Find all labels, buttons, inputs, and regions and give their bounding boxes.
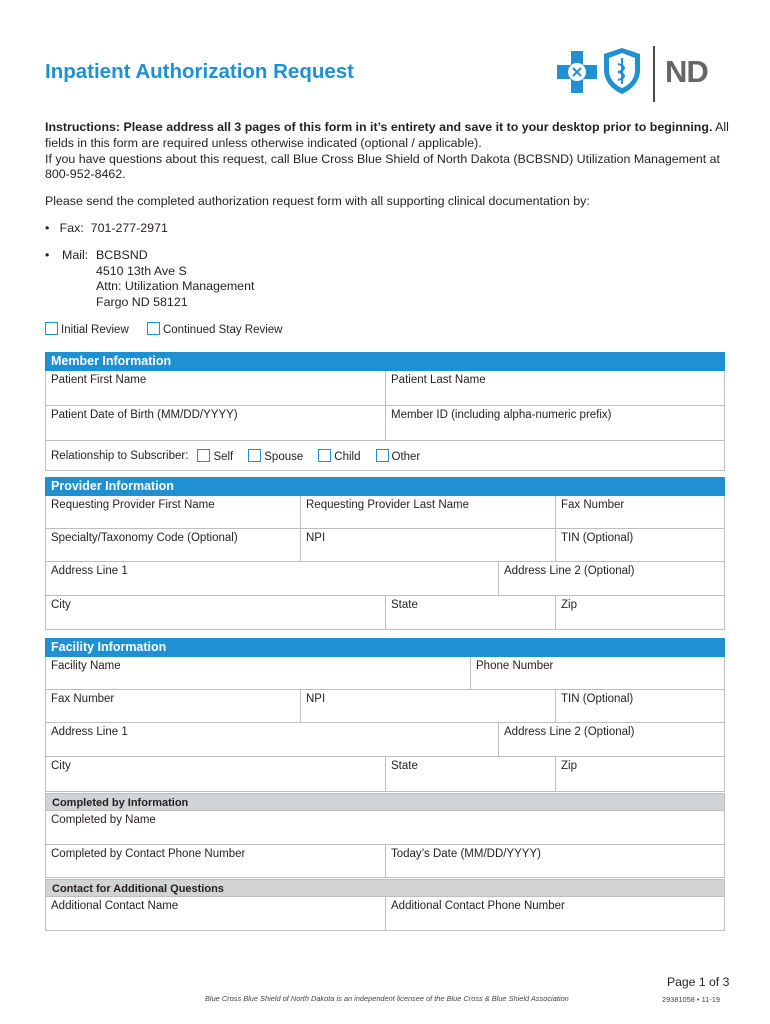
- provider-specialty-field[interactable]: Specialty/Taxonomy Code (Optional): [46, 529, 301, 561]
- self-checkbox[interactable]: [197, 449, 210, 462]
- instructions-bold: Instructions: Please address all 3 pages of this form in it’s entirety and save it to your desktop prior to beginning.: [45, 120, 713, 134]
- continued-stay-label: Continued Stay Review: [162, 324, 283, 336]
- contact-header: Contact for Additional Questions: [45, 879, 725, 897]
- facility-tin-field[interactable]: TIN (Optional): [561, 693, 634, 705]
- facility-fax-field[interactable]: Fax Number: [46, 690, 301, 722]
- footer-disclaimer: Blue Cross Blue Shield of North Dakota is an independent licensee of the Blue Cross & Blue Shield Association: [205, 994, 569, 1003]
- child-checkbox[interactable]: [318, 449, 331, 462]
- patient-dob-field[interactable]: Patient Date of Birth (MM/DD/YYYY): [46, 406, 386, 440]
- initial-review-checkbox[interactable]: [45, 322, 58, 335]
- patient-last-name-field[interactable]: Patient Last Name: [391, 374, 486, 386]
- logo-divider: [653, 46, 655, 102]
- completed-by-phone-field[interactable]: Completed by Contact Phone Number: [46, 845, 386, 877]
- initial-review-label: Initial Review: [61, 324, 129, 336]
- fax-bullet: •: [45, 221, 50, 235]
- mail-line-4: Fargo ND 58121: [96, 294, 188, 309]
- provider-npi-field[interactable]: NPI: [301, 529, 556, 561]
- facility-state-field[interactable]: State: [386, 757, 556, 791]
- provider-tin-field[interactable]: TIN (Optional): [561, 532, 634, 544]
- blue-cross-icon: [557, 51, 597, 93]
- mail-line-3: Attn: Utilization Management: [96, 279, 255, 293]
- other-label: Other: [391, 450, 421, 463]
- provider-last-name-field[interactable]: Requesting Provider Last Name: [301, 496, 556, 528]
- additional-contact-phone-field[interactable]: Additional Contact Phone Number: [391, 900, 565, 912]
- bcbs-logo: [557, 46, 729, 104]
- provider-city-field[interactable]: City: [46, 596, 386, 629]
- send-instructions: Please send the completed authorization request form with all supporting clinical documentation by:: [45, 194, 590, 208]
- facility-npi-field[interactable]: NPI: [301, 690, 556, 722]
- provider-address2-field[interactable]: Address Line 2 (Optional): [504, 565, 635, 577]
- form-code: 29381058 • 11-19: [662, 995, 720, 1004]
- provider-row-3: [45, 562, 725, 596]
- completed-by-header: Completed by Information: [45, 793, 725, 811]
- provider-state-field[interactable]: State: [386, 596, 556, 629]
- continued-stay-checkbox[interactable]: [147, 322, 160, 335]
- facility-zip-field[interactable]: Zip: [561, 760, 577, 772]
- facility-information-header: Facility Information: [45, 638, 725, 657]
- fax-number: 701-277-2971: [90, 221, 168, 235]
- facility-phone-field[interactable]: Phone Number: [476, 660, 554, 672]
- member-row-1: [45, 371, 725, 406]
- mail-label: Mail:: [62, 248, 89, 262]
- review-type: [45, 322, 298, 336]
- page-number: Page 1 of 3: [667, 975, 730, 989]
- provider-row-1: [45, 496, 725, 529]
- todays-date-field[interactable]: Today’s Date (MM/DD/YYYY): [391, 848, 541, 860]
- facility-name-field[interactable]: Facility Name: [46, 657, 471, 689]
- spouse-checkbox[interactable]: [248, 449, 261, 462]
- patient-first-name-field[interactable]: Patient First Name: [46, 371, 386, 405]
- facility-address1-field[interactable]: Address Line 1: [46, 723, 499, 756]
- facility-row-2: [45, 690, 725, 723]
- relationship-row: [45, 441, 725, 471]
- mail-bullet: •: [45, 248, 50, 262]
- member-id-field[interactable]: Member ID (including alpha-numeric prefix): [391, 409, 612, 421]
- completed-by-row-2: [45, 845, 725, 878]
- mail-line-2: 4510 13th Ave S: [96, 263, 187, 278]
- blue-shield-icon: [604, 48, 640, 94]
- mail-line-1: BCBSND: [96, 248, 148, 262]
- provider-address1-field[interactable]: Address Line 1: [46, 562, 499, 595]
- provider-first-name-field[interactable]: Requesting Provider First Name: [46, 496, 301, 528]
- completed-by-row-1: [45, 811, 725, 845]
- provider-zip-field[interactable]: Zip: [561, 599, 577, 611]
- additional-contact-name-field[interactable]: Additional Contact Name: [46, 897, 386, 930]
- child-label: Child: [334, 450, 361, 463]
- fax-line: [45, 221, 168, 235]
- provider-row-4: [45, 596, 725, 630]
- page-title: Inpatient Authorization Request: [45, 60, 355, 83]
- spouse-label: Spouse: [264, 450, 304, 463]
- relationship-label: Relationship to Subscriber:: [51, 449, 189, 462]
- facility-city-field[interactable]: City: [46, 757, 386, 791]
- facility-row-1: [45, 657, 725, 690]
- contact-row: [45, 897, 725, 931]
- provider-row-2: [45, 529, 725, 562]
- logo-nd-text: ND: [665, 54, 708, 89]
- completed-by-name-field[interactable]: Completed by Name: [51, 814, 156, 826]
- other-checkbox[interactable]: [376, 449, 389, 462]
- facility-address2-field[interactable]: Address Line 2 (Optional): [504, 726, 635, 738]
- facility-row-3: [45, 723, 725, 757]
- member-information-header: Member Information: [45, 352, 725, 371]
- provider-fax-field[interactable]: Fax Number: [561, 499, 625, 511]
- self-label: Self: [213, 450, 234, 463]
- facility-row-4: [45, 757, 725, 792]
- fax-label: Fax:: [59, 221, 84, 235]
- provider-information-header: Provider Information: [45, 477, 725, 496]
- instructions-contact: If you have questions about this request, call Blue Cross Blue Shield of North Dakota (BCBSND) Utilization Management at 800-952-8462.: [45, 151, 720, 182]
- instructions: [45, 120, 735, 183]
- instructions-normal: All fields in this form are required unless otherwise indicated (optional / applicable).: [45, 120, 729, 150]
- member-row-2: [45, 406, 725, 441]
